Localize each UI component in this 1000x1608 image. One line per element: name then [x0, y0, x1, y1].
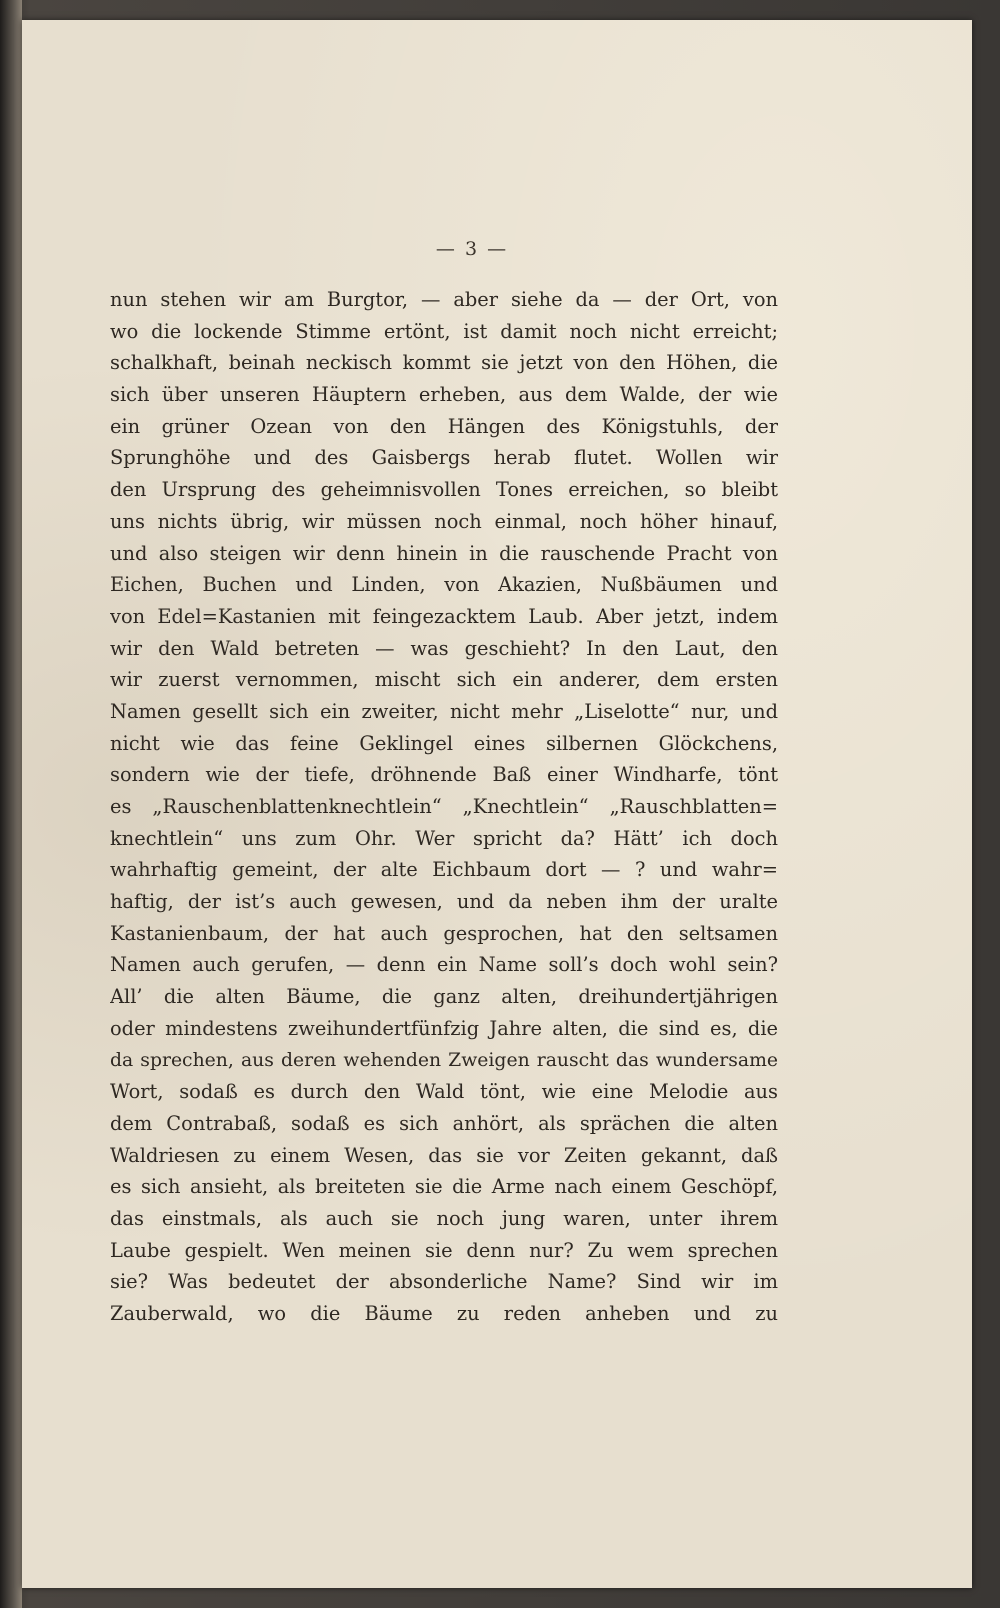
text-line: sich über unseren Häuptern erheben, aus dem Walde, der wie — [110, 383, 778, 407]
text-line: und also steigen wir denn hinein in die rauschende Pracht von — [110, 541, 778, 565]
text-line: sie? Was bedeutet der absonderliche Name? Sind wir im — [110, 1270, 778, 1294]
text-line: Namen auch gerufen, — denn ein Name soll’s doch wohl sein? — [110, 953, 778, 977]
text-line: Eichen, Buchen und Linden, von Akazien, Nußbäumen und — [110, 573, 778, 597]
body-text — [110, 284, 778, 1330]
text-line: Waldriesen zu einem Wesen, das sie vor Zeiten gekannt, daß — [110, 1143, 778, 1167]
text-line: haftig, der ist’s auch gewesen, und da neben ihm der uralte — [110, 890, 778, 914]
text-line: Namen gesellt sich ein zweiter, nicht mehr „Liselotte“ nur, und — [110, 699, 778, 723]
text-line: wir zuerst vernommen, mischt sich ein anderer, dem ersten — [110, 668, 778, 692]
text-line: es sich ansieht, als breiteten sie die Arme nach einem Geschöpf, — [110, 1175, 778, 1199]
text-line: uns nichts übrig, wir müssen noch einmal, noch höher hinauf, — [110, 509, 778, 533]
text-line: den Ursprung des geheimnisvollen Tones erreichen, so bleibt — [110, 478, 778, 502]
text-line: knechtlein“ uns zum Ohr. Wer spricht da? Hätt’ ich doch — [110, 826, 778, 850]
text-line: All’ die alten Bäume, die ganz alten, dreihundertjährigen — [110, 985, 778, 1009]
text-line: dem Contrabaß, sodaß es sich anhört, als sprächen die alten — [110, 1111, 778, 1135]
text-line: Kastanienbaum, der hat auch gesprochen, hat den seltsamen — [110, 921, 778, 945]
text-line: das einstmals, als auch sie noch jung waren, unter ihrem — [110, 1206, 778, 1230]
text-line: Laube gespielt. Wen meinen sie denn nur? Zu wem sprechen — [110, 1238, 778, 1262]
text-line: da sprechen, aus deren wehenden Zweigen rauscht das wundersame — [110, 1049, 778, 1071]
text-line: es „Rauschenblattenknechtlein“ „Knechtlein“ „Rauschblatten= — [110, 795, 778, 818]
text-line: ein grüner Ozean von den Hängen des Königstuhls, der — [110, 414, 778, 438]
text-line: wir den Wald betreten — was geschieht? In den Laut, den — [110, 636, 778, 660]
text-line: Zauberwald, wo die Bäume zu reden anheben und zu — [110, 1302, 778, 1325]
text-line: schalkhaft, beinah neckisch kommt sie jetzt von den Höhen, die — [110, 351, 778, 375]
book-spine-edge — [0, 0, 22, 1608]
text-line: Wort, sodaß es durch den Wald tönt, wie eine Melodie aus — [110, 1080, 778, 1104]
page-number: — 3 — — [435, 238, 509, 260]
text-line: von Edel=Kastanien mit feingezacktem Laub. Aber jetzt, indem — [110, 604, 778, 628]
text-line: nicht wie das feine Geklingel eines silbernen Glöckchens, — [110, 731, 778, 755]
text-line: nun stehen wir am Burgtor, — aber siehe da — der Ort, von — [110, 288, 778, 311]
text-line: wahrhaftig gemeint, der alte Eichbaum dort — ? und wahr= — [110, 858, 778, 882]
text-line: wo die lockende Stimme ertönt, ist damit noch nicht erreicht; — [110, 319, 778, 343]
text-line: sondern wie der tiefe, dröhnende Baß einer Windharfe, tönt — [110, 763, 778, 787]
text-line: Sprunghöhe und des Gaisbergs herab flutet. Wollen wir — [110, 446, 778, 470]
text-line: oder mindestens zweihundertfünfzig Jahre alten, die sind es, die — [110, 1016, 778, 1040]
book-page — [22, 20, 972, 1588]
